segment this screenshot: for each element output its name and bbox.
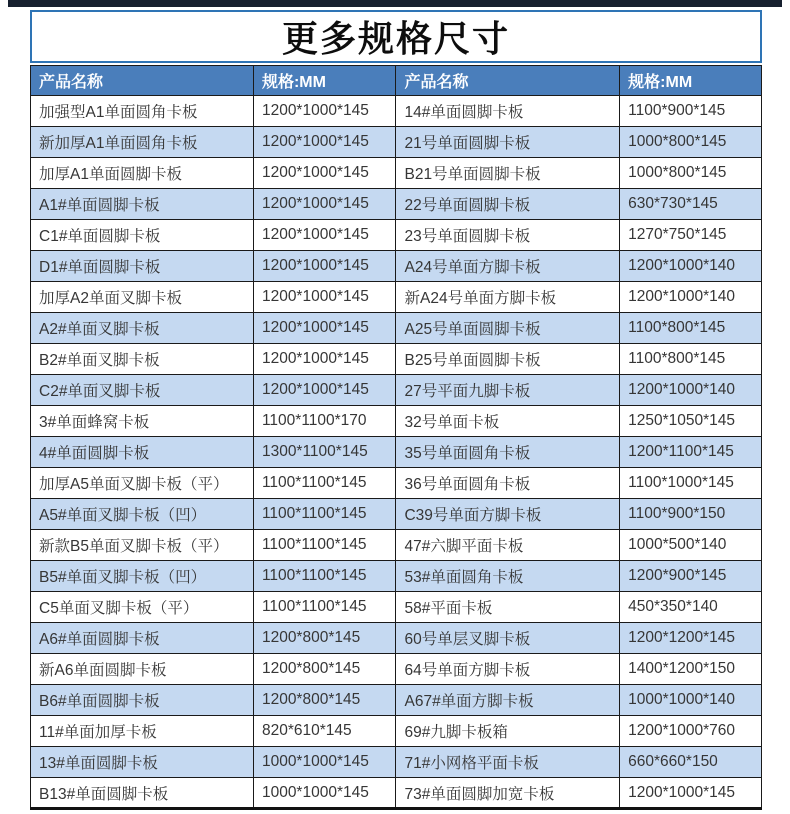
spec-value-cell: 1100*1100*145 <box>253 499 396 530</box>
product-name-cell: 加厚A5单面叉脚卡板（平） <box>31 468 254 499</box>
table-row <box>31 747 762 778</box>
header-cell: 规格:MM <box>620 66 762 96</box>
product-name-cell: 64号单面方脚卡板 <box>396 654 620 685</box>
product-name-cell: D1#单面圆脚卡板 <box>31 251 254 282</box>
spec-value-cell: 1200*1000*145 <box>253 189 396 220</box>
spec-value-cell: 1200*1000*145 <box>253 375 396 406</box>
spec-value-cell: 1200*1000*145 <box>620 778 762 809</box>
product-name-cell: C1#单面圆脚卡板 <box>31 220 254 251</box>
table-row <box>31 220 762 251</box>
spec-value-cell: 1200*1200*145 <box>620 623 762 654</box>
table-row <box>31 282 762 313</box>
table-row <box>31 778 762 809</box>
table-row <box>31 623 762 654</box>
spec-value-cell: 1200*1100*145 <box>620 437 762 468</box>
spec-value-cell: 1100*1100*145 <box>253 592 396 623</box>
spec-value-cell: 1200*1000*145 <box>253 344 396 375</box>
table-row <box>31 716 762 747</box>
spec-value-cell: 1200*1000*760 <box>620 716 762 747</box>
product-name-cell: 新A6单面圆脚卡板 <box>31 654 254 685</box>
spec-value-cell: 1200*1000*140 <box>620 282 762 313</box>
product-name-cell: 27号平面九脚卡板 <box>396 375 620 406</box>
spec-value-cell: 1000*1000*140 <box>620 685 762 716</box>
spec-value-cell: 1200*800*145 <box>253 623 396 654</box>
product-name-cell: C2#单面叉脚卡板 <box>31 375 254 406</box>
product-name-cell: 53#单面圆角卡板 <box>396 561 620 592</box>
product-name-cell: B6#单面圆脚卡板 <box>31 685 254 716</box>
product-name-cell: B21号单面圆脚卡板 <box>396 158 620 189</box>
table-row <box>31 127 762 158</box>
product-name-cell: 73#单面圆脚加宽卡板 <box>396 778 620 809</box>
spec-value-cell: 1100*1100*145 <box>253 530 396 561</box>
spec-value-cell: 1100*900*145 <box>620 96 762 127</box>
spec-value-cell: 1100*900*150 <box>620 499 762 530</box>
product-name-cell: A5#单面叉脚卡板（凹） <box>31 499 254 530</box>
product-name-cell: 58#平面卡板 <box>396 592 620 623</box>
product-name-cell: B5#单面叉脚卡板（凹） <box>31 561 254 592</box>
table-row <box>31 685 762 716</box>
product-name-cell: 4#单面圆脚卡板 <box>31 437 254 468</box>
product-name-cell: 36号单面圆角卡板 <box>396 468 620 499</box>
product-name-cell: 14#单面圆脚卡板 <box>396 96 620 127</box>
spec-value-cell: 1000*1000*145 <box>253 747 396 778</box>
product-name-cell: A67#单面方脚卡板 <box>396 685 620 716</box>
spec-value-cell: 1000*500*140 <box>620 530 762 561</box>
page-title: 更多规格尺寸 <box>281 18 510 59</box>
table-row <box>31 437 762 468</box>
product-name-cell: A25号单面圆脚卡板 <box>396 313 620 344</box>
title-box <box>30 10 762 63</box>
product-name-cell: A24号单面方脚卡板 <box>396 251 620 282</box>
table-row <box>31 499 762 530</box>
product-name-cell: 加厚A2单面叉脚卡板 <box>31 282 254 313</box>
spec-value-cell: 1200*1000*145 <box>253 282 396 313</box>
spec-value-cell: 1200*1000*145 <box>253 251 396 282</box>
product-name-cell: C5单面叉脚卡板（平） <box>31 592 254 623</box>
product-name-cell: 35号单面圆角卡板 <box>396 437 620 468</box>
product-name-cell: A2#单面叉脚卡板 <box>31 313 254 344</box>
table-row <box>31 406 762 437</box>
spec-value-cell: 1100*800*145 <box>620 313 762 344</box>
spec-value-cell: 820*610*145 <box>253 716 396 747</box>
product-name-cell: 3#单面蜂窝卡板 <box>31 406 254 437</box>
spec-value-cell: 1000*800*145 <box>620 127 762 158</box>
product-name-cell: 69#九脚卡板箱 <box>396 716 620 747</box>
spec-value-cell: 1200*900*145 <box>620 561 762 592</box>
spec-value-cell: 450*350*140 <box>620 592 762 623</box>
spec-value-cell: 1200*800*145 <box>253 654 396 685</box>
product-name-cell: A1#单面圆脚卡板 <box>31 189 254 220</box>
table-row <box>31 561 762 592</box>
product-name-cell: B13#单面圆脚卡板 <box>31 778 254 809</box>
spec-value-cell: 1100*1100*145 <box>253 468 396 499</box>
spec-value-cell: 660*660*150 <box>620 747 762 778</box>
header-row <box>31 66 762 96</box>
spec-value-cell: 1200*1000*145 <box>253 158 396 189</box>
product-name-cell: B2#单面叉脚卡板 <box>31 344 254 375</box>
table-row <box>31 344 762 375</box>
spec-value-cell: 1100*1100*170 <box>253 406 396 437</box>
spec-value-cell: 1200*1000*140 <box>620 251 762 282</box>
table-row <box>31 313 762 344</box>
spec-table <box>30 65 762 810</box>
spec-value-cell: 1200*1000*140 <box>620 375 762 406</box>
product-name-cell: 22号单面圆脚卡板 <box>396 189 620 220</box>
product-name-cell: 13#单面圆脚卡板 <box>31 747 254 778</box>
spec-value-cell: 1270*750*145 <box>620 220 762 251</box>
table-row <box>31 96 762 127</box>
spec-table-body <box>31 96 762 809</box>
table-row <box>31 158 762 189</box>
table-row <box>31 468 762 499</box>
product-name-cell: 加厚A1单面圆脚卡板 <box>31 158 254 189</box>
product-name-cell: 60号单层叉脚卡板 <box>396 623 620 654</box>
product-name-cell: C39号单面方脚卡板 <box>396 499 620 530</box>
product-name-cell: 新A24号单面方脚卡板 <box>396 282 620 313</box>
table-row <box>31 654 762 685</box>
header-cell: 规格:MM <box>253 66 396 96</box>
spec-value-cell: 630*730*145 <box>620 189 762 220</box>
product-name-cell: 加强型A1单面圆角卡板 <box>31 96 254 127</box>
spec-value-cell: 1100*800*145 <box>620 344 762 375</box>
spec-value-cell: 1200*1000*145 <box>253 96 396 127</box>
product-name-cell: 新加厚A1单面圆角卡板 <box>31 127 254 158</box>
product-name-cell: 新款B5单面叉脚卡板（平） <box>31 530 254 561</box>
product-name-cell: B25号单面圆脚卡板 <box>396 344 620 375</box>
product-name-cell: 47#六脚平面卡板 <box>396 530 620 561</box>
spec-value-cell: 1200*1000*145 <box>253 127 396 158</box>
product-name-cell: 21号单面圆脚卡板 <box>396 127 620 158</box>
spec-value-cell: 1400*1200*150 <box>620 654 762 685</box>
table-row <box>31 251 762 282</box>
product-name-cell: 32号单面卡板 <box>396 406 620 437</box>
header-cell: 产品名称 <box>396 66 620 96</box>
table-row <box>31 375 762 406</box>
spec-value-cell: 1250*1050*145 <box>620 406 762 437</box>
spec-table-head <box>31 66 762 96</box>
product-name-cell: 71#小网格平面卡板 <box>396 747 620 778</box>
product-name-cell: 23号单面圆脚卡板 <box>396 220 620 251</box>
table-row <box>31 189 762 220</box>
spec-value-cell: 1300*1100*145 <box>253 437 396 468</box>
table-row <box>31 530 762 561</box>
table-row <box>31 592 762 623</box>
product-name-cell: 11#单面加厚卡板 <box>31 716 254 747</box>
spec-value-cell: 1200*1000*145 <box>253 313 396 344</box>
header-cell: 产品名称 <box>31 66 254 96</box>
spec-value-cell: 1200*800*145 <box>253 685 396 716</box>
spec-value-cell: 1100*1100*145 <box>253 561 396 592</box>
top-divider-bar <box>8 0 782 7</box>
spec-value-cell: 1000*800*145 <box>620 158 762 189</box>
spec-value-cell: 1200*1000*145 <box>253 220 396 251</box>
spec-value-cell: 1000*1000*145 <box>253 778 396 809</box>
product-name-cell: A6#单面圆脚卡板 <box>31 623 254 654</box>
spec-value-cell: 1100*1000*145 <box>620 468 762 499</box>
